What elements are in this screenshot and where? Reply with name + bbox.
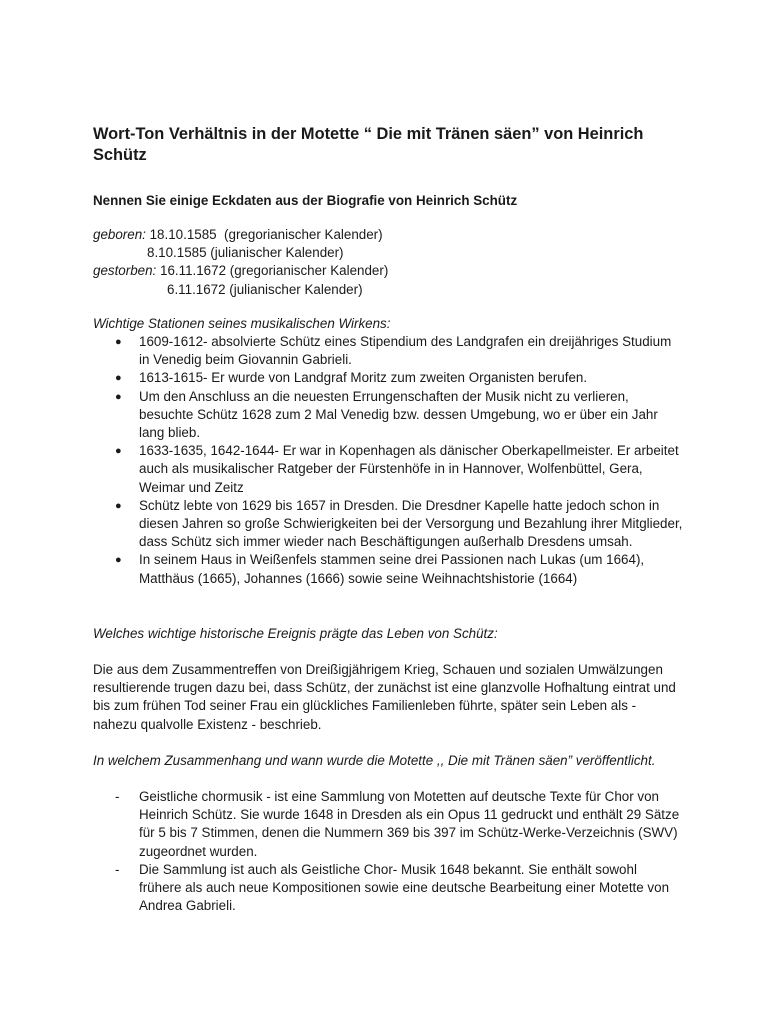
section-heading-biography: Nennen Sie einige Eckdaten aus der Biografie von Heinrich Schütz [93,193,518,208]
died-gregorian-date: 16.11.1672 (gregorianischer Kalender) [156,263,389,279]
died-julian-row [93,281,683,299]
bullet-icon: ● [115,499,122,512]
list-item [93,861,683,916]
station-text: In seinem Haus in Weißenfels stammen seine drei Passionen nach Lukas (um 1664), Matthäus (1665), Johannes (1666) sowie seine Weihnachtshistorie (1664) [139,552,645,586]
died-gregorian-row [93,262,683,280]
answer-text: Die Sammlung ist auch als Geistliche Chor- Musik 1648 bekannt. Sie enthält sowohl frühere als auch neue Kompositionen sowie eine deutsche Bearbeitung einer Motette von Andrea Gabrieli. [139,861,670,914]
born-gregorian-row [93,226,683,244]
answer-historical-event: Die aus dem Zusammentreffen von Dreißigjährigem Krieg, Schauen und sozialen Umwälzungen resultierende trugen dazu bei, dass Schütz, der zunächst ist eine glanzvolle Hofhaltung eintrat und bis zum frühen Tod seiner Frau ein glückliches Familienleben führte, später sein Leben als - nahezu qualvolle Existenz - beschrieb. [93,662,676,732]
question-motet-publication: In welchem Zusammenhang und wann wurde die Motette ,, Die mit Tränen säen” veröffentlicht. [93,752,656,768]
born-gregorian-date: 18.10.1585 (gregorianischer Kalender) [145,227,383,242]
list-item [93,388,683,443]
question-historical-event: Welches wichtige historische Ereignis prägte das Leben von Schütz: [93,625,498,641]
station-text: 1633-1635, 1642-1644- Er war in Kopenhagen als dänischer Oberkapellmeister. Er arbeitet auch als musikalischer Ratgeber der Fürstenhöfe in in Hannover, Wolfenbüttel, Gera, Weimar und Zeitz [139,443,679,495]
list-item [93,442,683,497]
document-title: Wort-Ton Verhältnis in der Motette “ Die mit Tränen säen” von Heinrich Schütz [93,125,644,164]
died-label: gestorben: [93,263,157,279]
list-item [93,551,683,587]
list-item [93,497,683,552]
bullet-icon: ● [115,336,122,349]
station-text: 1609-1612- absolvierte Schütz eines Stipendium des Landgrafen ein dreijähriges Studium in Venedig beim Giovannin Gabrieli. [139,334,672,368]
bullet-icon: ● [115,390,122,403]
answer-text: Geistliche chormusik - ist eine Sammlung von Motetten auf deutsche Texte für Chor von Heinrich Schütz. Sie wurde 1648 in Dresden als ein Opus 11 gedruckt und enthält 29 Sätze für 5 bis 7 Stimmen, denen die Nummern 369 bis 397 im Schütz-Werke-Verzeichnis (SWV) zugeordnet wurden. [139,789,680,859]
document-page [93,124,683,916]
dash-marker: - [115,861,120,877]
station-text: Schütz lebte von 1629 bis 1657 in Dresden. Die Dresdner Kapelle hatte jedoch schon in diesen Jahren so große Schwierigkeiten bei der Versorgung und Bezahlung ihrer Mitglieder, dass Schütz sich immer wieder nach Beschäftigungen außerhalb Dresdens umsah. [139,497,683,550]
stations-list [93,333,683,588]
motet-publication-list [93,788,683,915]
dash-marker: - [115,789,120,805]
life-dates [93,226,683,299]
bullet-icon: ● [115,554,122,567]
station-text: Um den Anschluss an die neuesten Errungenschaften der Musik nicht zu verlieren, besuchte Schütz 1628 zum 2 Mal Venedig bzw. dessen Umgebung, wo er über ein Jahr lang blieb. [139,388,658,441]
station-text: 1613-1615- Er wurde von Landgraf Moritz zum zweiten Organisten berufen. [139,370,588,386]
bullet-icon: ● [115,445,122,458]
bullet-icon: ● [115,372,122,385]
list-item [93,369,683,387]
list-item [93,788,683,861]
born-julian-row [93,244,683,262]
died-julian-date: 6.11.1672 (julianischer Kalender) [167,281,363,297]
born-julian-date: 8.10.1585 (julianischer Kalender) [147,245,344,261]
list-item [93,333,683,369]
stations-heading: Wichtige Stationen seines musikalischen Wirkens: [93,315,391,331]
born-label: geboren: [93,227,146,242]
